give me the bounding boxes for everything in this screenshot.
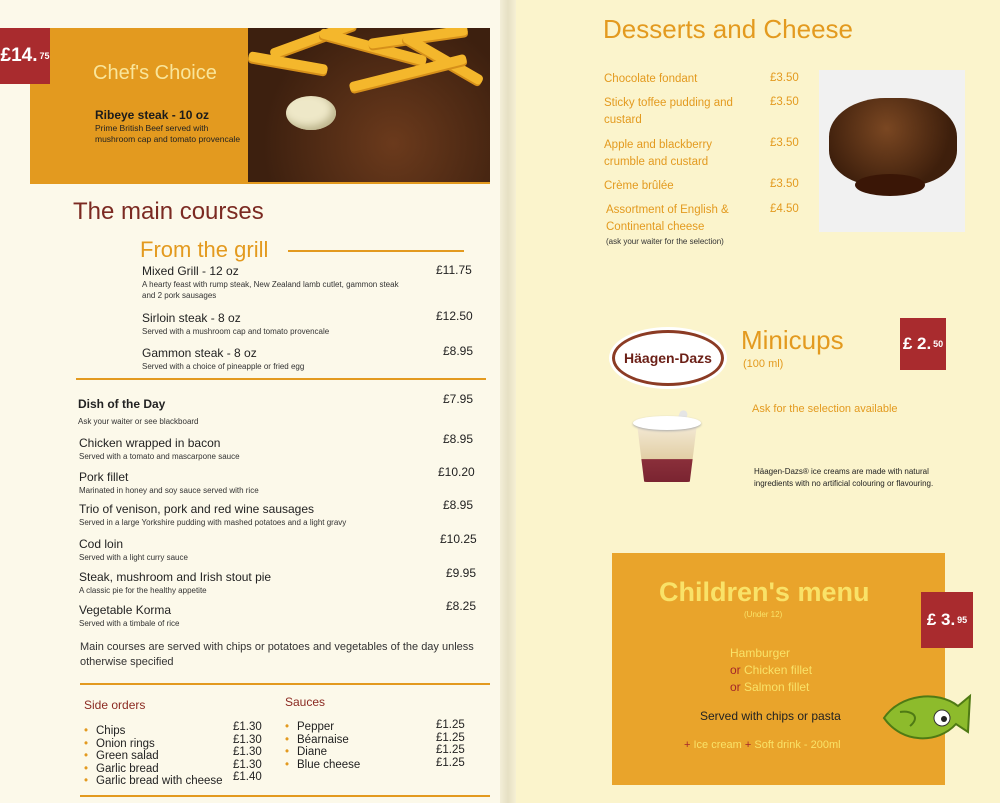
list-item: Chicken fillet xyxy=(744,663,813,677)
menu-item: Vegetable Korma Served with a timbale of rice xyxy=(79,603,180,628)
grill-title: From the grill xyxy=(140,237,269,262)
childrens-menu-age: (Under 12) xyxy=(744,610,783,619)
sauces-title: Sauces xyxy=(285,695,326,709)
menu-item: Pork fillet Marinated in honey and soy sauce served with rice xyxy=(79,470,259,495)
side-orders-title: Side orders xyxy=(84,698,146,712)
menu-item: Steak, mushroom and Irish stout pie A classic pie for the healthy appetite xyxy=(79,570,272,595)
minicups-ask: Ask for the selection available xyxy=(752,403,898,415)
list-item: • Diane xyxy=(285,746,360,759)
list-item: • Garlic bread with cheese xyxy=(84,775,223,788)
sauces-prices: £1.25 £1.25 £1.25 £1.25 xyxy=(436,719,465,769)
dessert-price: £3.50 xyxy=(770,178,799,190)
ice-cream-tub-image xyxy=(633,410,701,484)
minicups-size: (100 ml) xyxy=(743,358,784,370)
fish-mascot-icon xyxy=(880,688,972,752)
section-divider xyxy=(76,378,486,380)
minicups-note: Häagen-Dazs® ice creams are made with natural ingredients with no artificial colouring or flavouring. xyxy=(754,467,934,488)
list-item: Salmon fillet xyxy=(744,680,810,694)
item-price: £11.75 xyxy=(436,263,472,277)
side-orders-prices: £1.30 £1.30 £1.30 £1.30 £1.40 xyxy=(233,721,262,783)
menu-item: Gammon steak - 8 oz Served with a choice of pineapple or fried egg xyxy=(142,346,305,371)
childrens-menu-title: Children's menu xyxy=(659,577,870,607)
dessert-name: Assortment of English & Continental cheese xyxy=(606,204,729,233)
item-price: £7.95 xyxy=(443,392,474,406)
list-item: Hamburger xyxy=(730,646,791,660)
item-price: £8.95 xyxy=(443,344,474,358)
list-item: • Green salad xyxy=(84,750,223,763)
list-item: • Onion rings xyxy=(84,738,223,751)
minicups-title: Minicups xyxy=(741,325,844,355)
steak-photo xyxy=(248,28,490,182)
menu-item: Sirloin steak - 8 oz Served with a mushroom cap and tomato provencale xyxy=(142,311,330,336)
list-item: • Garlic bread xyxy=(84,763,223,776)
item-price: £8.95 xyxy=(443,498,474,512)
main-courses-note: Main courses are served with chips or potatoes and vegetables of the day unless otherwise specified xyxy=(80,641,474,668)
side-orders-list xyxy=(84,725,223,788)
list-item: • Chips xyxy=(84,725,223,738)
main-courses-title: The main courses xyxy=(73,198,264,225)
dessert-price: £4.50 xyxy=(770,203,799,215)
dessert-price: £3.50 xyxy=(770,96,799,108)
chefs-choice-title: Chef's Choice xyxy=(93,62,217,84)
item-price: £8.95 xyxy=(443,432,474,446)
desserts-title: Desserts and Cheese xyxy=(603,14,854,44)
dessert-name: Chocolate fondant xyxy=(604,73,698,85)
list-item: • Pepper xyxy=(285,721,360,734)
menu-item: Mixed Grill - 12 oz A hearty feast with rump steak, New Zealand lamb cutlet, gammon steak and 2 pork sausages xyxy=(142,264,399,300)
item-price: £8.25 xyxy=(446,599,477,613)
item-price: £9.95 xyxy=(446,566,477,580)
list-item: • Béarnaise xyxy=(285,734,360,747)
dessert-name: Crème brûlée xyxy=(604,180,674,192)
minicups-price: £ 2. 50 xyxy=(900,318,946,370)
childrens-menu-served: Served with chips or pasta xyxy=(700,709,841,723)
item-price: £10.25 xyxy=(440,532,477,546)
chefs-choice-description: Prime British Beef served with mushroom cap and tomato provencale xyxy=(95,123,241,144)
dessert-price: £3.50 xyxy=(770,137,799,149)
item-price: £10.20 xyxy=(438,465,475,479)
haagen-dazs-logo: Häagen-Dazs xyxy=(612,330,724,386)
item-price: £12.50 xyxy=(436,309,473,323)
desserts-note: (ask your waiter for the selection) xyxy=(606,237,724,246)
dessert-name: Sticky toffee pudding and custard xyxy=(604,97,733,126)
dessert-name: Apple and blackberry crumble and custard xyxy=(604,139,713,168)
chefs-choice-item: Ribeye steak - 10 oz xyxy=(95,108,210,122)
dessert-price: £3.50 xyxy=(770,72,799,84)
childrens-menu-extras: + Ice cream + Soft drink - 200ml xyxy=(684,739,841,751)
menu-item: Cod loin Served with a light curry sauce xyxy=(79,537,188,562)
sauces-list xyxy=(285,721,360,771)
menu-item: Dish of the Day Ask your waiter or see blackboard xyxy=(78,397,199,426)
section-divider xyxy=(80,683,490,685)
chefs-choice-price: £14. 75 xyxy=(0,28,50,84)
grill-divider xyxy=(288,250,464,252)
menu-item: Chicken wrapped in bacon Served with a tomato and mascarpone sauce xyxy=(79,436,240,461)
childrens-menu-price: £ 3. 95 xyxy=(921,592,973,648)
page-gutter xyxy=(500,0,516,803)
menu-item: Trio of venison, pork and red wine sausages Served in a large Yorkshire pudding with mashed potatoes and a light gravy xyxy=(79,502,347,527)
childrens-menu-mains: Hamburger or Chicken fillet or Salmon fillet xyxy=(730,645,830,696)
list-item: • Blue cheese xyxy=(285,759,360,772)
chocolate-fondant-photo xyxy=(819,70,965,232)
section-divider xyxy=(80,795,490,797)
